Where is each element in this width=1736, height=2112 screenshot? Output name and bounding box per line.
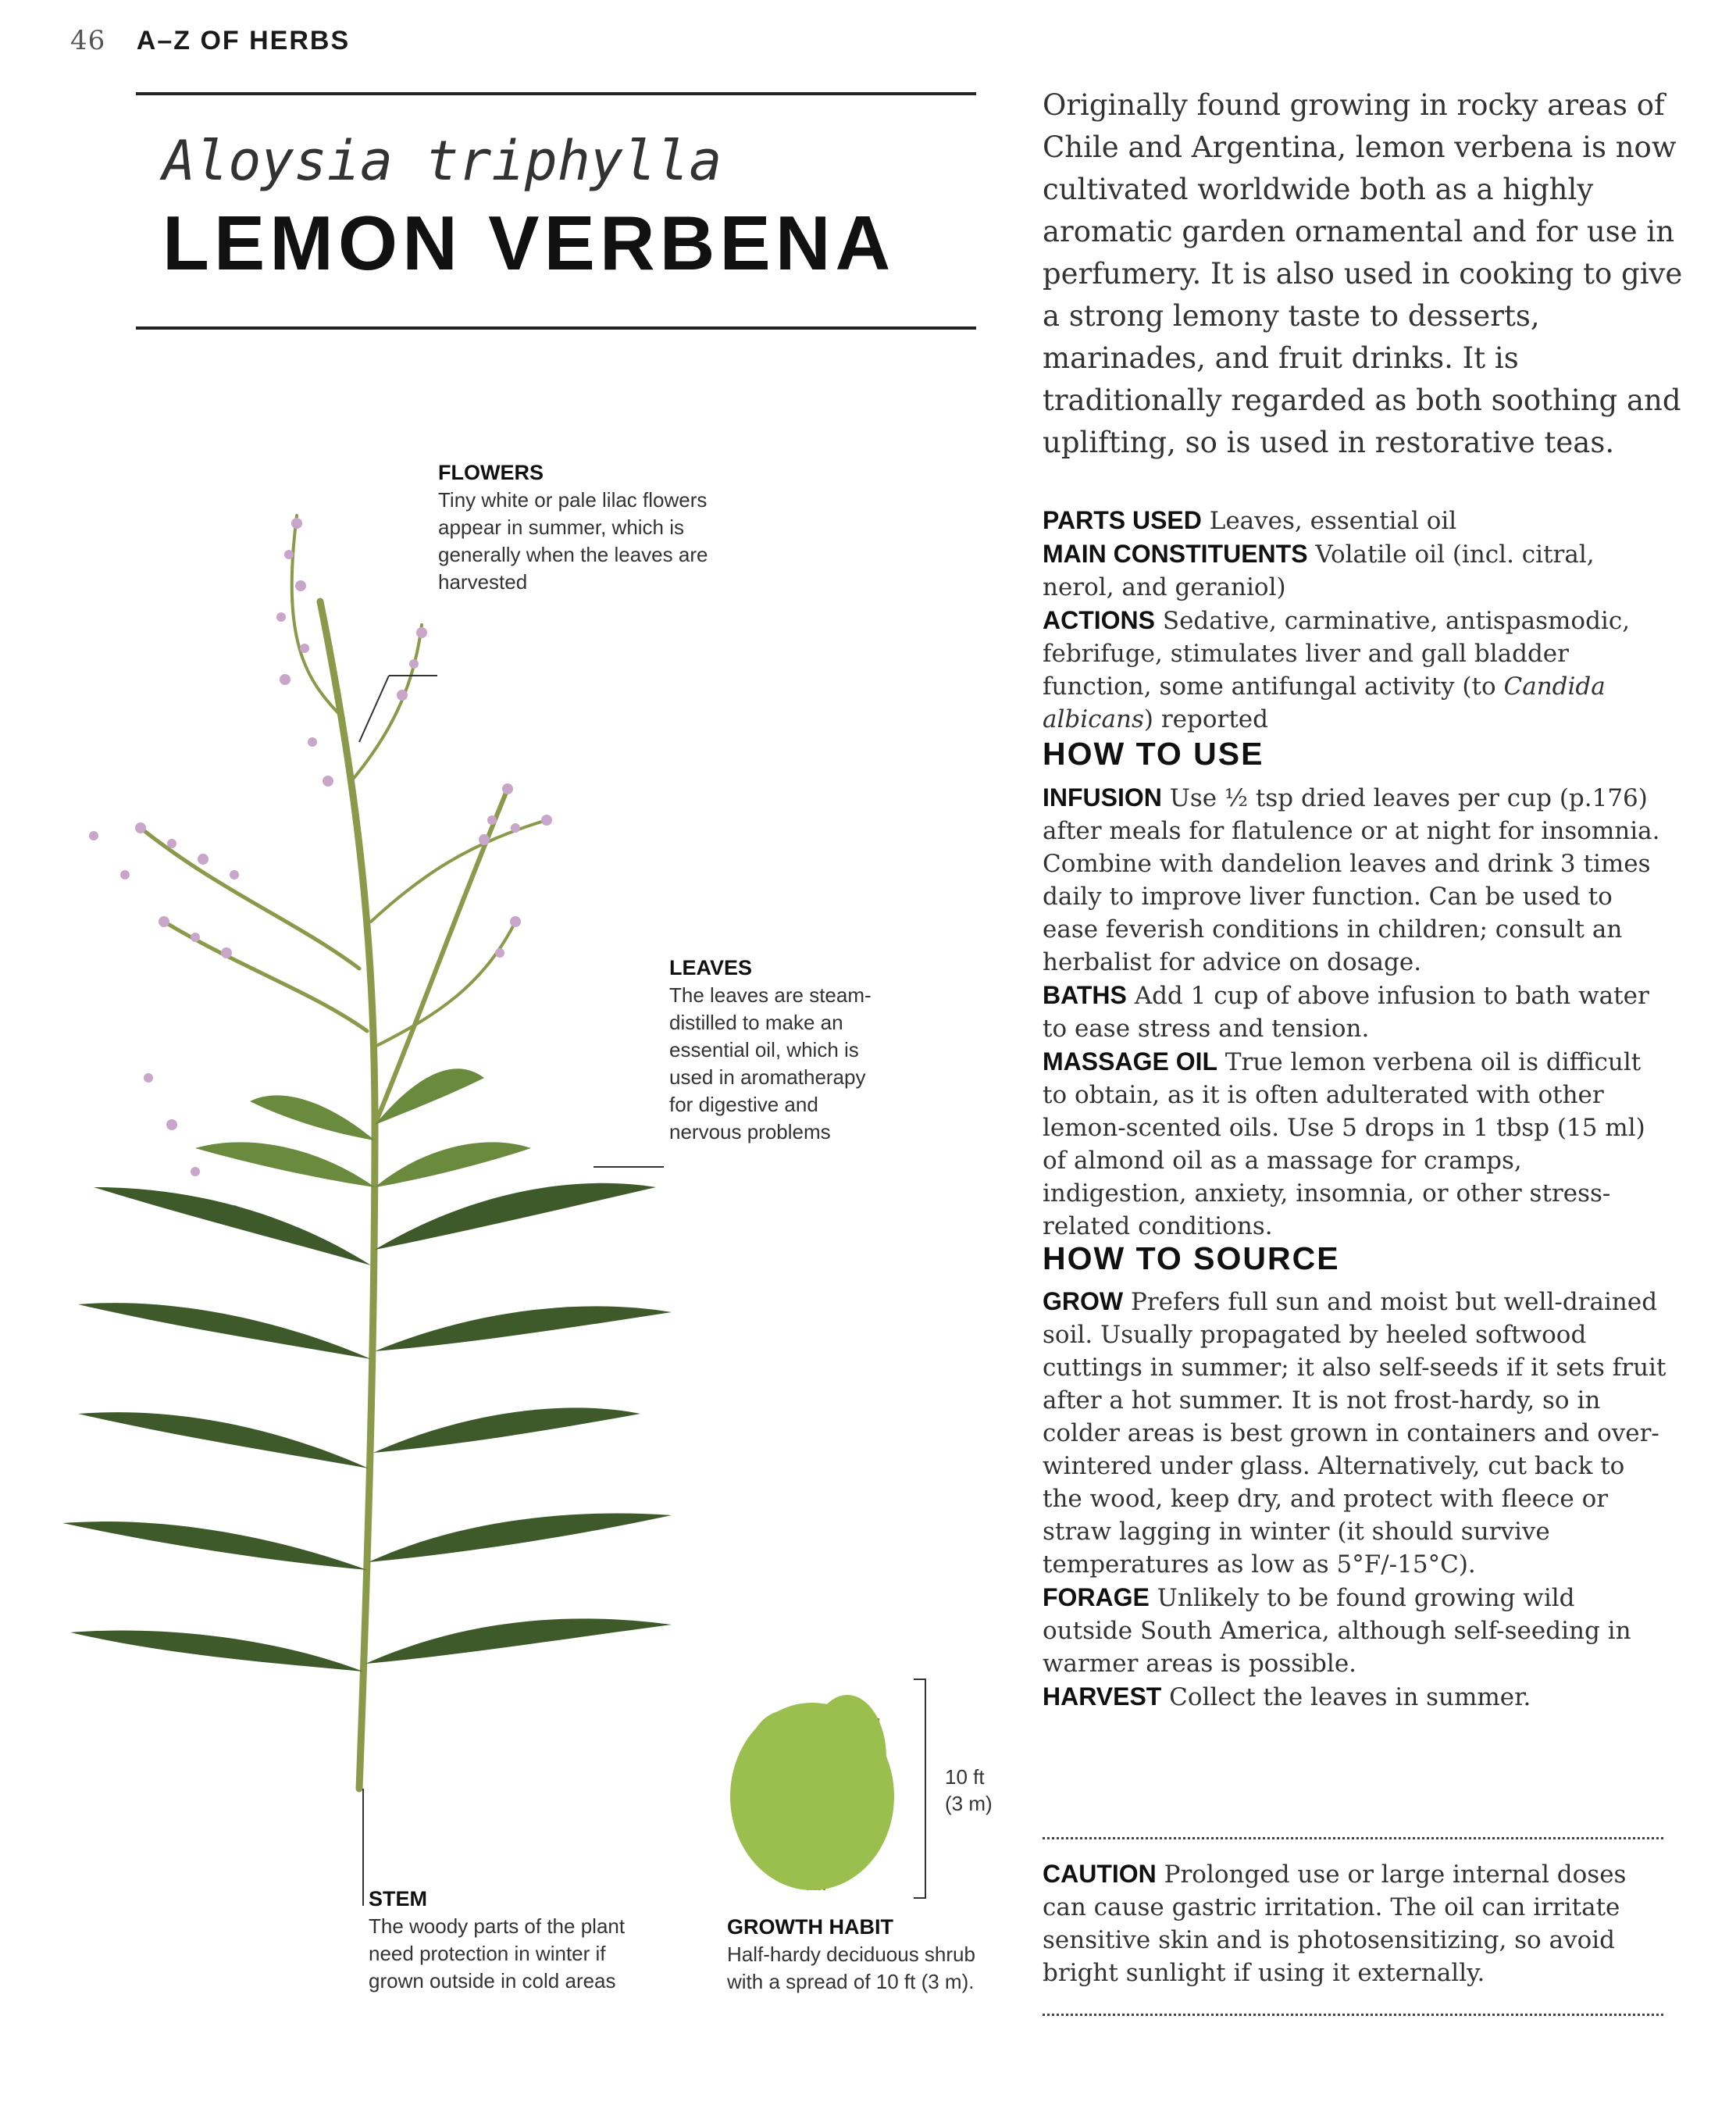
shrub-foliage [730, 1695, 894, 1890]
parts-used: PARTS USED Leaves, essential oil [1043, 506, 1457, 535]
caption-growth-text: Half-hardy deciduous shrub with a spread of 10 ft (3 m). [727, 1943, 975, 1993]
leader-lines [359, 676, 664, 1906]
height-ft: 10 ft [945, 1765, 985, 1789]
section-title: A–Z OF HERBS [136, 26, 351, 55]
height-m: (3 m) [945, 1792, 993, 1815]
caption-growth-label: GROWTH HABIT [727, 1915, 893, 1939]
caution-text: Prolonged use or large internal doses can cause gastric irritation. The oil can irritate sensitive skin and is photosensitizing, so avoid bright sunlight if using it externally. [1043, 1860, 1627, 1987]
infusion: INFUSION Use ½ tsp dried leaves per cup (p.176) after meals for flatulence or at night for insomnia. Combine with dandelion leaves and drink 3 times daily to improve liver function. Can be used to ease feverish conditions in children; consult an herbalist for advice on dosage. [1043, 783, 1660, 976]
caption-flowers-label: FLOWERS [438, 461, 544, 484]
facts-block [1043, 504, 1667, 736]
title-bottom-rule [136, 326, 976, 330]
main-constituents: MAIN CONSTITUENTS Volatile oil (incl. citral, nerol, and geraniol) [1043, 540, 1595, 601]
harvest: HARVEST Collect the leaves in summer. [1043, 1682, 1531, 1711]
how-to-source-heading: HOW TO SOURCE [1043, 1240, 1340, 1276]
massage-oil: MASSAGE OIL True lemon verbena oil is difficult to obtain, as it is often adulterated with other lemon-scented oils. Use 5 drops in 1 tbsp (15 ml) of almond oil as a massage for cramps, indigestion, anxiety, insomnia, or other stress-related conditions. [1043, 1047, 1645, 1240]
caption-growth-habit [727, 1914, 985, 1996]
caution-box [1043, 1857, 1659, 1989]
running-header [70, 25, 350, 56]
forage: FORAGE Unlikely to be found growing wild outside South America, although self-seeding in warmer areas is possible. [1043, 1583, 1631, 1678]
caption-stem [369, 1885, 626, 1995]
caution-bottom-rule [1043, 2014, 1663, 2016]
caption-flowers [438, 459, 735, 596]
common-name: LEMON VERBENA [162, 200, 896, 286]
page-number: 46 [70, 25, 106, 56]
caption-leaves-label: LEAVES [669, 956, 753, 979]
plant-leaves-light [195, 1068, 531, 1187]
caution-top-rule [1043, 1837, 1663, 1839]
actions: ACTIONS Sedative, carminative, antispasmodic, febrifuge, stimulates liver and gall bladder function, some antifungal activity (to Candida albicans) reported [1043, 606, 1631, 733]
how-to-use-block [1043, 781, 1667, 1243]
grow: GROW Prefers full sun and moist but well-drained soil. Usually propagated by heeled softwood cuttings in summer; it also self-seeds if it sets fruit after a hot summer. It is not frost-hardy, so in colder areas is best grown in containers and over-wintered under glass. Alternatively, cut back to the wood, keep dry, and protect with fleece or straw lagging in winter (it should survive temperatures as low as 5°F/-15°C). [1043, 1287, 1666, 1579]
baths: BATHS Add 1 cup of above infusion to bath water to ease stress and tension. [1043, 981, 1649, 1043]
caption-stem-text: The woody parts of the plant need protection in winter if grown outside in cold areas [369, 1914, 626, 1992]
latin-name: Aloysia triphylla [162, 129, 722, 193]
caption-leaves [669, 954, 872, 1146]
how-to-use-heading: HOW TO USE [1043, 736, 1264, 772]
growth-habit-shrub [722, 1671, 980, 1906]
intro-paragraph: Originally found growing in rocky areas of Chile and Argentina, lemon verbena is now cultivated worldwide both as a highly aromatic garden ornamental and for use in perfumery. It is also used in cooking to give a strong lemony taste to desserts, marinades, and fruit drinks. It is traditionally regarded as both soothing and uplifting, so is used in restorative teas. [1043, 88, 1683, 459]
caption-stem-label: STEM [369, 1887, 428, 1910]
how-to-source-block [1043, 1285, 1667, 1714]
caption-leaves-text: The leaves are steam-distilled to make an essential oil, which is used in aromatherapy for digestive and nervous problems [669, 983, 872, 1143]
title-top-rule [136, 92, 976, 95]
caption-flowers-text: Tiny white or pale lilac flowers appear in summer, which is generally when the leaves are harvested [438, 488, 708, 594]
height-label [945, 1764, 993, 1817]
height-bracket [914, 1679, 925, 1898]
caution-label: CAUTION [1043, 1860, 1157, 1888]
